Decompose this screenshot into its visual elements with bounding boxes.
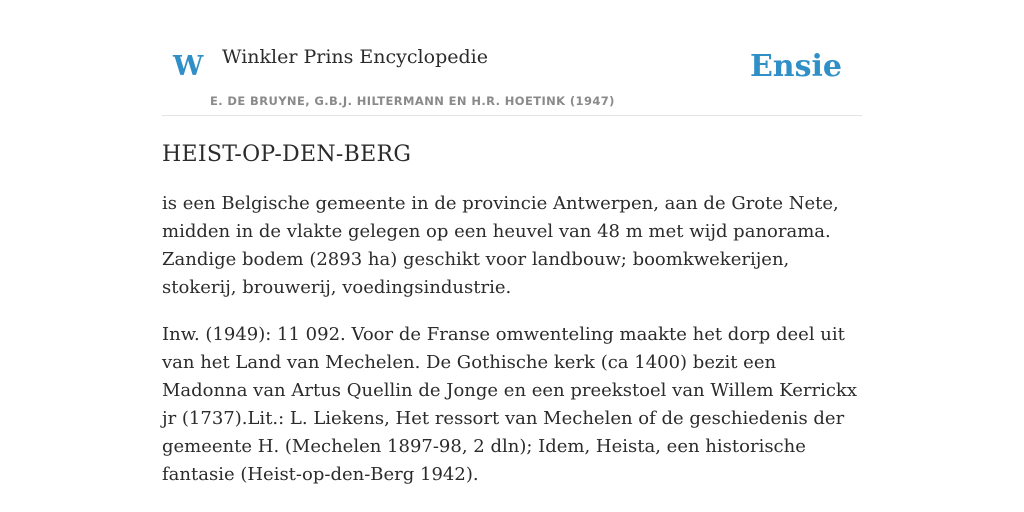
ensie-logo[interactable]: Ensie <box>749 49 842 84</box>
publication-logo[interactable]: W <box>173 51 204 82</box>
entry-paragraph: is een Belgische gemeente in de provincie Antwerpen, aan de Grote Nete, midden in de vlakte gelegen op een heuvel van 48 m met wijd panorama. Zandige bodem (2893 ha) geschikt voor landbouw; boomkwekerijen, stokerij, brouwerij, voedingsindustrie. <box>162 193 839 298</box>
publication-authors: E. DE BRUYNE, G.B.J. HILTERMANN EN H.R. HOETINK (1947) <box>210 94 615 108</box>
entry-title: HEIST-OP-DEN-BERG <box>162 142 412 167</box>
entry-paragraph: Inw. (1949): 11 092. Voor de Franse omwenteling maakte het dorp deel uit van het Land van Mechelen. De Gothische kerk (ca 1400) bezit een Madonna van Artus Quellin de Jonge en een preekstoel van Willem Kerrickx jr (1737).Lit.: L. Liekens, Het ressort van Mechelen of de geschiedenis der gemeente H. (Mechelen 1897-98, 2 dln); Idem, Heista, een historische fantasie (Heist-op-den-Berg 1942). <box>162 324 857 485</box>
page-header <box>162 0 862 116</box>
article-page <box>162 0 862 489</box>
publication-title[interactable]: Winkler Prins Encyclopedie <box>222 46 488 68</box>
